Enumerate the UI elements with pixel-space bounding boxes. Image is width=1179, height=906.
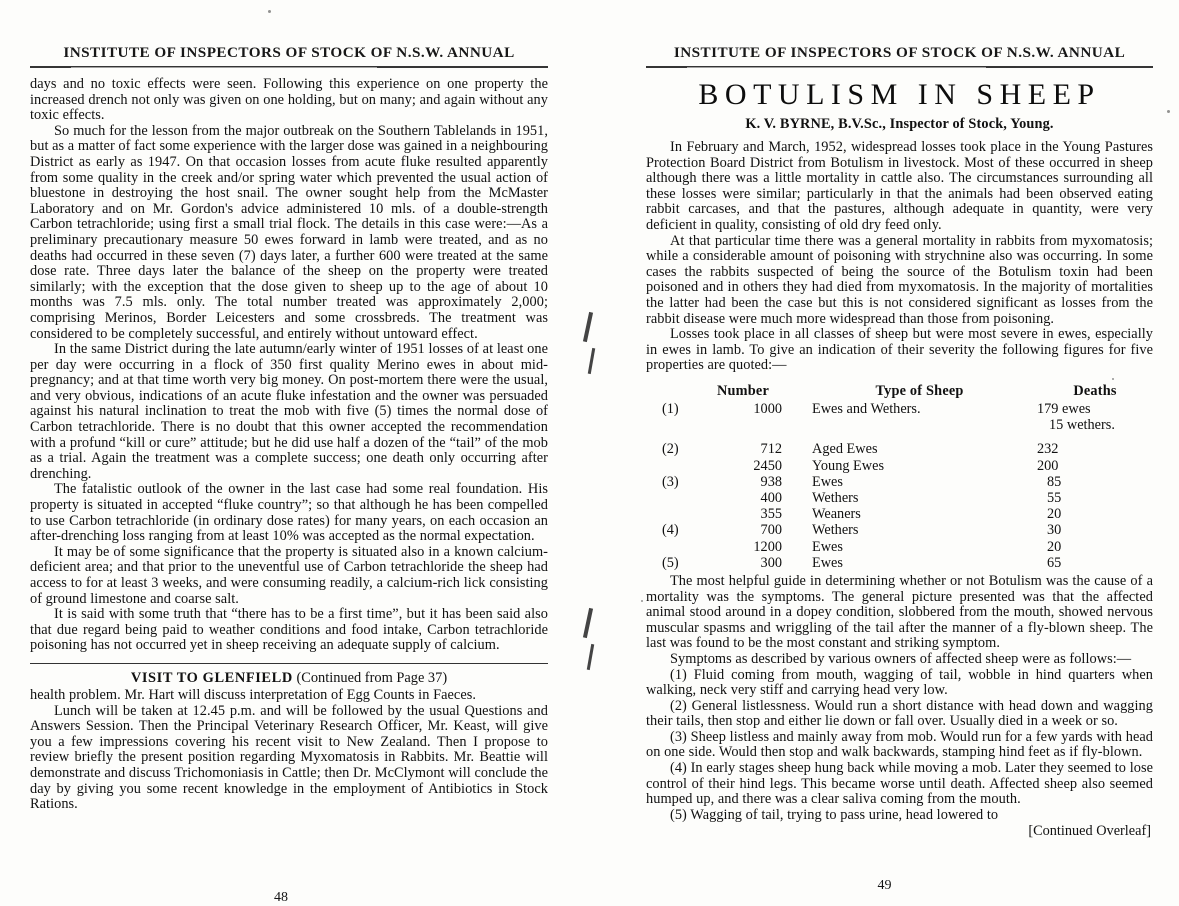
article-byline: K. V. BYRNE, B.V.Sc., Inspector of Stock, Young. (745, 116, 1054, 132)
table-header-number: Number (716, 382, 770, 399)
header-rule-left (30, 66, 548, 68)
table-body (646, 401, 1153, 571)
row-deaths: 20 (1047, 506, 1062, 523)
row-index (646, 539, 704, 555)
symptom-item: (1) Fluid coming from mouth, wagging of tail, wobble in hind quarters when walking, neck very stiff and carrying head very low. (646, 666, 1153, 699)
running-head-left: INSTITUTE OF INSPECTORS OF STOCK OF N.S.W. ANNUAL (63, 44, 515, 61)
page-number-right: 49 (877, 878, 892, 893)
row-index: (2) (662, 441, 679, 458)
section-heading-title: VISIT TO GLENFIELD (130, 669, 293, 686)
paragraph: health problem. Mr. Hart will discuss interpretation of Egg Counts in Faeces. (30, 686, 477, 703)
table-row (646, 441, 1153, 457)
symptom-item: (5) Wagging of tail, trying to pass urine, head lowered to (670, 806, 999, 823)
paragraph: So much for the lesson from the major outbreak on the Southern Tablelands in 1951, but as a matter of fact some experience with the larger dose was gained in a neighbouring District as early as 1947. On that occasion losses from acute fluke resulted apparently from some quality in the creek and/or spring water which prevented the usual action of bluestone in destroying the host snail. The owner sought help from the McMaster Laboratory and on Mr. Gordon's advice administered 10 mls. of a double-strength Carbon tetrachloride; using first a small trial flock. The details in this case were:—As a preliminary precautionary measure 50 ewes forward in lamb were treated, and as no deaths had occurred in these seven (7) days later, a further 600 were treated at the same dose rate. Three days later the balance of the sheep on the property were treated similarly; with the exception that the dose given to sheep up to the age of about 10 months was 7.5 mls. only. The total number treated was approximately 2,000; comprising Merinos, Border Leicesters and some crossbreds. The treatment was considered to be completely successful, and entirely without untoward effect. (30, 122, 548, 342)
left-page (0, 0, 590, 905)
article-title: BOTULISM IN SHEEP (698, 78, 1101, 111)
row-type: Ewes (812, 538, 843, 555)
paragraph: Losses took place in all classes of sheep but were most severe in ewes, especially in ewes in lamb. To give an indication of their severity the following figures for five properties are quoted:— (646, 326, 1153, 374)
table-row (646, 506, 1153, 522)
row-deaths: 65 (1047, 554, 1062, 571)
row-index: (4) (662, 522, 679, 539)
table-row (646, 522, 1153, 538)
row-number: 400 (760, 489, 782, 506)
paragraph: At that particular time there was a general mortality in rabbits from myxomatosis; while a considerable amount of poisoning with strychnine also was occurring. In some cases the rabbits suspected of being the source of the Botulism toxin had been poisoned and in others they had died from myxomatosis. In the majority of mortalities the latter had been the case but this is not considered significant as losses from the rabbit disease were much more widespread than those from poisoning. (646, 232, 1153, 327)
row-index (646, 458, 704, 474)
row-deaths: 200 (1037, 457, 1059, 474)
section-heading-continued: (Continued from Page 37) (296, 669, 448, 686)
mortality-table (646, 383, 1153, 571)
section-heading (30, 670, 548, 687)
paragraph: The most helpful guide in determining whether or not Botulism was the cause of a mortality was the symptoms. The general picture presented was that the affected animal stood around in a dopey condition, slobbered from the mouth, showed nervous muscular spasms and wriggling of the tail after the manner of a fly-blown sheep. The last was found to be the most constant and striking symptom. (646, 572, 1153, 652)
row-index: (5) (662, 554, 679, 571)
paragraph: The fatalistic outlook of the owner in the last case had some real foundation. His property is situated in accepted “fluke country”; so that although he has been compelled to use Carbon tetrachloride (in ordinary dose rates) for many years, on each occasion an after-drenching loss ranging from at least 10% was accepted as the normal expectation. (30, 481, 548, 545)
paragraph: Lunch will be taken at 12.45 p.m. and will be followed by the usual Questions and Answers Session. Then the Principal Veterinary Research Officer, Mr. Keast, will give you a few impressions covering his recent visit to New Zealand. Then I propose to review briefly the present position regarding Myxomatosis in Rabbits. Mr. Beattie will demonstrate and discuss Trichomoniasis in Cattle; then Dr. McClymont will conclude the day by giving you some recent knowledge in the employment of Antibiotics in Stock Rations. (30, 702, 548, 813)
row-deaths: 20 (1047, 538, 1062, 555)
paragraph: Symptoms as described by various owners of affected sheep were as follows:— (670, 650, 1132, 667)
row-number: 938 (760, 473, 782, 490)
row-index (646, 490, 704, 506)
row-number: 2450 (753, 457, 782, 474)
row-type: Ewes (812, 473, 843, 490)
row-number: 712 (760, 441, 782, 458)
paragraph: It may be of some significance that the property is situated also in a known calcium-deficient area; and that prior to the uneventful use of Carbon tetrachloride the sheep had access to for at least 3 weeks, and were consuming readily, a calcium-rich lick consisting of ground limestone and coarse salt. (30, 543, 548, 607)
row-type: Young Ewes (812, 457, 885, 474)
symptom-item: (2) General listlessness. Would run a short distance with head down and wagging their tails, then stop and either lie down or fall over. Usually died in a week or so. (646, 697, 1153, 730)
row-deaths: 15 wethers. (1049, 417, 1115, 434)
running-head-right: INSTITUTE OF INSPECTORS OF STOCK OF N.S.W. ANNUAL (673, 44, 1126, 61)
page-number-left: 48 (274, 890, 288, 905)
table-row (646, 401, 1153, 417)
scan-speck (641, 600, 643, 602)
row-number: 700 (760, 522, 782, 539)
right-page (590, 0, 1179, 900)
row-index (646, 506, 704, 522)
paragraph: In the same District during the late autumn/early winter of 1951 losses of at least one per day were occurring in a flock of 350 first quality Merino ewes in about mid-pregnancy; and at that time worth very big money. On post-mortem there were the usual, and very obvious, indications of an acute fluke infestation and the owner was persuaded against his natural inclination to treat the mob with five (5) times the normal dose of Carbon tetrachloride. There is no doubt that this owner accepted the recommendation with a profund “kill or cure” attitude; but he did use half a dozen of the “tail” of the mob as a trial. Again the treatment was a complete success; one death only occurring after drenching. (30, 341, 548, 482)
table-row (646, 555, 1153, 571)
section-divider (30, 663, 548, 664)
row-deaths: 85 (1047, 473, 1062, 490)
row-deaths: 232 (1037, 441, 1059, 458)
row-deaths: 30 (1047, 522, 1062, 539)
row-number: 1000 (753, 400, 782, 417)
table-spacer-row (646, 433, 1153, 441)
row-type: Ewes (812, 554, 843, 571)
row-type: Wethers (812, 522, 859, 539)
scan-speck (1112, 378, 1114, 380)
row-number: 300 (760, 554, 782, 571)
row-index (646, 417, 704, 433)
table-header-type: Type of Sheep (875, 382, 964, 399)
symptom-item: (4) In early stages sheep hung back while moving a mob. Later they seemed to lose control of their hind legs. This became worse until death. Affected sheep also seemed humped up, and there was a clear saliva coming from the mouth. (646, 760, 1153, 808)
table-row (646, 458, 1153, 474)
header-rule-right (646, 66, 1153, 68)
paragraph: It is said with some truth that “there has to be a first time”, but it has been said also that due regard being paid to weather conditions and food intake, Carbon tetrachloride poisoning has not occurred yet in sheep receiving an adequate supply of calcium. (30, 606, 548, 654)
row-deaths: 179 ewes (1037, 400, 1091, 417)
table-header-blank (646, 383, 704, 401)
row-type: Ewes and Wethers. (812, 400, 921, 417)
table-header-row (646, 383, 1153, 401)
row-index: (1) (662, 400, 679, 417)
scan-speck (268, 10, 271, 13)
paragraph: In February and March, 1952, widespread losses took place in the Young Pastures Protection Board District from Botulism in livestock. Most of these occurred in sheep although there was a little mortality in cattle also. The circumstances surrounding all these losses were similar; particularly in that the animals had been observed eating rabbit carcases, and that the pastures, although adequate in quantity, were very deficient in quality, consisting of old dry feed only. (646, 139, 1153, 233)
continued-overleaf-note: [Continued Overleaf] (1028, 823, 1151, 840)
table-header-deaths: Deaths (1073, 382, 1117, 399)
row-type (796, 417, 1027, 433)
row-number (704, 417, 796, 433)
row-type: Wethers (812, 489, 859, 506)
scan-speck (1167, 110, 1170, 113)
row-type: Weaners (812, 506, 861, 523)
paragraph: days and no toxic effects were seen. Following this experience on one property the increased drench not only was given on one holding, but on many; and again without any toxic effects. (30, 76, 548, 124)
symptom-item: (3) Sheep listless and mainly away from mob. Would run for a few yards with head on one side. Would then stop and walk backwards, stamping hind feet as if fly-blown. (646, 728, 1153, 761)
table-row (646, 490, 1153, 506)
table-row (646, 417, 1153, 433)
row-index: (3) (662, 473, 679, 490)
table-row (646, 474, 1153, 490)
table-row (646, 539, 1153, 555)
row-number: 1200 (753, 538, 782, 555)
row-number: 355 (760, 506, 782, 523)
row-type: Aged Ewes (812, 441, 878, 458)
row-deaths: 55 (1047, 489, 1062, 506)
